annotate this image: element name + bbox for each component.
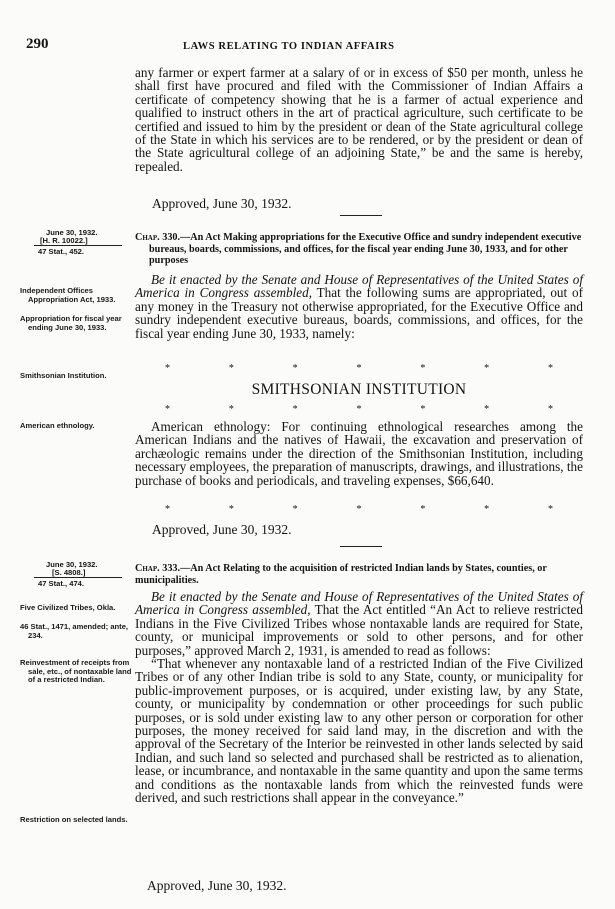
section-rule [340, 215, 382, 216]
margin-note-american-ethnology: American ethnology. [20, 421, 95, 430]
margin-note-smithsonian: Smithsonian Institution. [20, 371, 107, 380]
star: * [356, 404, 362, 415]
citation-rule [34, 245, 122, 246]
star: * [292, 504, 298, 515]
running-head: LAWS RELATING TO INDIAN AFFAIRS [183, 41, 395, 52]
star: * [165, 363, 170, 374]
citation-date: June 30, 1932. [46, 560, 98, 569]
chapter-label: Chap. 330. [135, 232, 181, 243]
star: * [228, 363, 234, 374]
enacting-text: That the following sums are appropriated, out of any money in the Treasury not otherwise appropriated, for the Executive Office and sundry independent executive bureaus, boards, commissions, and offices, for the fiscal year ending June 30, 1933, namely: [135, 285, 583, 341]
chapter-333-heading [135, 563, 583, 586]
margin-note-independent-offices: Independent Offices Appropriation Act, 1933. [20, 286, 116, 304]
star: * [547, 504, 553, 515]
enacting-text: That the Act entitled “An Act to relieve restricted Indians in the Five Civilized Tribes whose nontaxable lands are required for State, county, or municipal improvements or sold to other persons, and for other purposes,” approved March 2, 1931, is amended to read as follows: [135, 602, 584, 658]
star: * [292, 363, 298, 374]
enacting-clause: Be it enacted by the Senate and House of Representatives of the United States of America in Congress assembled, [135, 272, 583, 301]
chapter-title: —An Act Relating to the acquisition of restricted Indian lands by States, counties, or municipalities. [135, 563, 547, 586]
ethnology-paragraph: American ethnology: For continuing ethnological researches among the American Indians and the natives of Hawaii, the excavation and preservation of archæologic remains under the direction of the Smithsonian Institution, including necessary employees, the preparation of manuscripts, drawings, and illustrations, the purchase of books and periodicals, and traveling expenses, $66,640. [135, 419, 583, 488]
chapter-333-enacting-paragraph [135, 590, 583, 657]
star: * [420, 363, 426, 374]
star: * [356, 363, 362, 374]
margin-note-appropriation: Appropriation for fiscal year ending June 30, 1933. [20, 314, 122, 332]
margin-note-reinvestment: Reinvestment of receipts from sale, etc., of nontaxable land of a restricted Indian. [20, 658, 132, 685]
star: * [228, 404, 234, 415]
citation-date: June 30, 1932. [46, 228, 98, 237]
section-rule [340, 546, 382, 547]
ellipsis-stars [165, 505, 553, 515]
star: * [420, 404, 426, 415]
star: * [165, 504, 170, 515]
margin-note-statute-reference: 46 Stat., 1471, amended; ante, 234. [20, 622, 129, 640]
enacting-clause: Be it enacted by the Senate and House of Representatives of the United States of America in Congress assembled, [135, 589, 583, 618]
citation-bill: [S. 4808.] [52, 568, 86, 577]
citation-rule [34, 577, 122, 578]
star: * [484, 404, 490, 415]
star: * [547, 404, 553, 415]
star: * [420, 504, 426, 515]
chapter-330-heading [135, 232, 597, 267]
approved-line-2: Approved, June 30, 1932. [152, 522, 292, 537]
star: * [228, 504, 234, 515]
margin-note-restriction: Restriction on selected lands. [20, 815, 128, 824]
quoted-amendment-paragraph: “That whenever any nontaxable land of a restricted Indian of the Five Civilized Tribes or of any other Indian tribe is sold to any State, county, or municipality for public-improvement purposes, or is acquired, under existing law, by any State, county, or municipality by condemnation or other proceedings for such public purposes, or is sold under existing law to any other person or corporation for other purposes, the money received for said land may, in the discretion and with the approval of the Secretary of the Interior be reinvested in other lands selected by said Indian, and such land so selected and purchased shall be restricted as to alienation, lease, or incumbrance, and nontaxable in the same quantity and upon the same terms and conditions as the nontaxable lands from which the reinvested funds were derived, and such restrictions shall appear in the conveyance.” [135, 656, 583, 806]
star: * [547, 363, 553, 374]
continuation-paragraph: any farmer or expert farmer at a salary of or in excess of $50 per month, unless he shall first have procured and filed with the Commissioner of Indian Affairs a certificate of competency showing that he is a farmer of actual experience and qualified to instruct others in the art of practical agriculture, such certificate to be certified and issued to him by the president or dean of the State agricultural college of the State in which his services are to be rendered, or by the president or dean of the State agricultural college of an adjoining State,” be and the same is hereby, repealed. [135, 65, 583, 174]
chapter-title: —An Act Making appropriations for the Executive Office and sundry independent executive bureaus, boards, commissions, and offices, for the fiscal year ending June 30, 1933, and for other purposes [149, 232, 582, 266]
star: * [356, 504, 362, 515]
chapter-label: Chap. 333. [135, 563, 181, 574]
section-title: SMITHSONIAN INSTITUTION [251, 381, 467, 398]
margin-note-five-civilized-tribes: Five Civilized Tribes, Okla. [20, 603, 116, 612]
star: * [165, 404, 170, 415]
citation-statute: 47 Stat., 474. [38, 579, 85, 588]
approved-line-3: Approved, June 30, 1932. [147, 878, 287, 893]
citation-statute: 47 Stat., 452. [38, 247, 85, 256]
chapter-330-enacting-paragraph [135, 273, 583, 340]
star: * [484, 504, 490, 515]
star: * [484, 363, 490, 374]
approved-line-1: Approved, June 30, 1932. [152, 196, 292, 211]
citation-bill: [H. R. 10022.] [40, 236, 88, 245]
ellipsis-stars [165, 405, 553, 415]
page-number: 290 [26, 36, 49, 52]
ellipsis-stars [165, 364, 553, 374]
star: * [292, 404, 298, 415]
